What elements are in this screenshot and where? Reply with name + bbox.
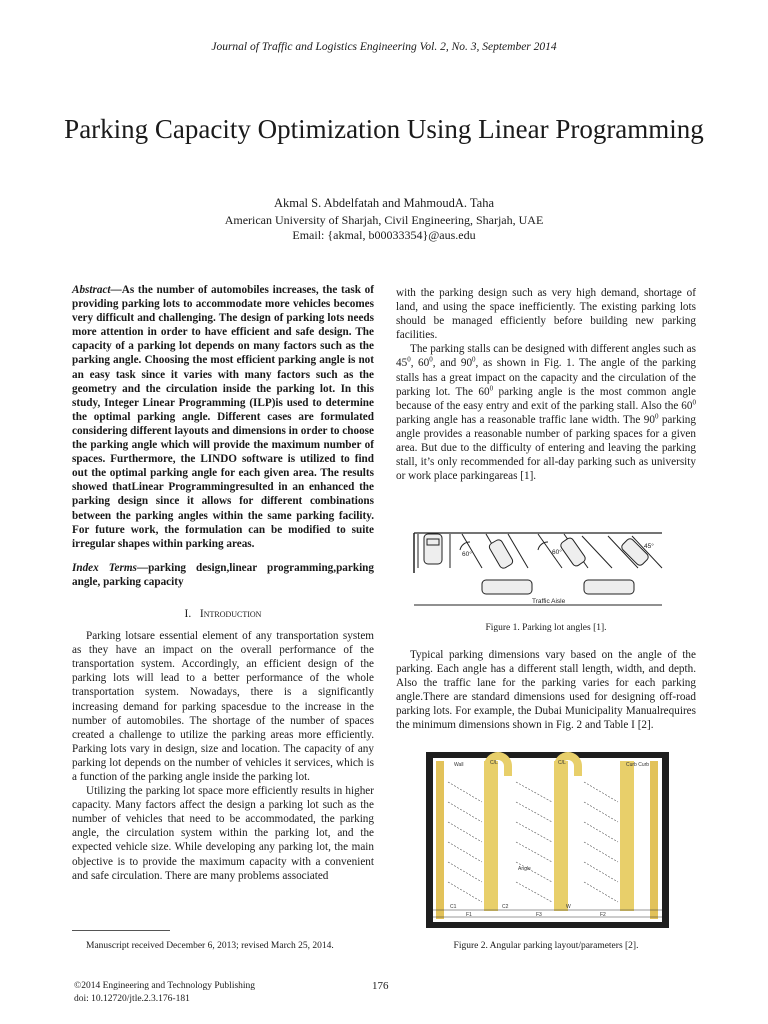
figure-1-label: Traffic Aisle (532, 598, 566, 605)
affiliation: American University of Sharjah, Civil Engineering, Sharjah, UAE (224, 213, 544, 227)
abstract (72, 283, 374, 551)
copyright-line: ©2014 Engineering and Technology Publishing (74, 981, 256, 991)
abstract-label: Abstract (72, 284, 111, 296)
authors: Akmal S. Abdelfatah and MahmoudA. Taha (273, 196, 495, 210)
figure-2-label: Curb Curb (626, 762, 650, 768)
intro-paragraph: Utilizing the parking lot space more efficiently results in higher capacity. Many factors affect the design a parking lot such as the number of vehicles that need to be accommodated, the parking angle, the circulation system within the parking lot, and the expected vehicle size. While developing any parking lot, the main objective is to provide the maximum capacity with a convenient and safe circulation. There are many problems associated (72, 785, 374, 882)
section-title: Introduction (199, 607, 262, 620)
figure-1-label: 45° (644, 543, 654, 550)
figure-1-parking-angles (412, 528, 664, 609)
figure-2-label: F3 (536, 912, 542, 918)
right-column-top (396, 286, 696, 483)
doi-line: doi: 10.12720/jtle.2.3.176-181 (74, 993, 190, 1004)
figure-2-angular-parking-layout (426, 752, 669, 928)
figure-2-label: C1 (450, 904, 457, 910)
footnote: Manuscript received December 6, 2013; revised March 25, 2014. (86, 941, 334, 951)
intro-paragraph: Parking lotsare essential element of any transportation system as they have an impact on the overall performance of the transportation system. Accordingly, an efficient design of the parking lots will lead to a better performance of the whole transportation system. Nowadays, there is a significantly increasing demand for parking spacesdue to the increase in the number of automobiles. The shortage of the number of spaces created a challenge to utilize the parking areas more efficiently. Parking lots vary in design, size and location. The capacity of any parking lot depends on the number of vehicles it services, which is a function of the parking angle inside the parking lot. (72, 630, 374, 783)
abstract-text: —As the number of automobiles increases, the task of providing parking lots to accommodate more vehicles becomes very difficult and challenging. The design of parking lots needs more attention in order to have efficient and safe design. The capacity of a parking lot depends on many factors such as the parking angle. Choosing the most efficient parking angle is not an easy task since it varies with many factors such as the geometry and the circulation inside the parking lot. In this study, Integer Linear Programming (ILP)is used to determine the optimal parking angle. Different cases are formulated considering different layouts and dimensions in order to choose the parking angle which will provide the maximum number of spaces. Furthermore, the LINDO software is utilized to find out the optimal parking angle for each given area. The results showed thatLinear Programmingresulted in an enhanced the parking design since it allows for different combinations between the parking angles within the same parking facility. For future work, the formulation can be modified to suite irregular shapes within parking areas. (72, 284, 374, 550)
author-email: Email: {akmal, b00033354}@aus.edu (292, 228, 476, 242)
copyright-block (74, 980, 255, 1005)
footnote-rule (72, 930, 170, 931)
figure-2-label: Angle (518, 866, 531, 872)
index-terms (72, 561, 374, 589)
figure-2-label: C2 (502, 904, 509, 910)
page-number: 176 (372, 980, 389, 992)
body-paragraph: Typical parking dimensions vary based on the angle of the parking. Each angle has a different stall length, width, and depth. Also the traffic lane for the parking varies for each parking angle.There are standard dimensions used for designing off-road parking lots. For example, the Dubai Municipality Manualrequires the minimum dimensions shown in Fig. 2 and Table I [2]. (396, 649, 696, 732)
figure-2-label: C/L (558, 760, 566, 766)
figure-2-label: Wall (454, 762, 464, 768)
body-paragraph: with the parking design such as very high demand, shortage of land, and using the space inefficiently. The existing parking lots should be managed efficiently before building new parking facilities. (396, 287, 696, 342)
body-paragraph: The parking stalls can be designed with different angles such as $45^0$, $60^0$, and $90^0$, as shown in Fig. 1. The angle of the parking stalls has a great impact on the capacity and the circulation of the parking lot. The $60^0$ parking angle is the most common angle because of the easy entry and exit of the parking stall. Also the $60^0$ parking angle has a reasonable traffic lane width. The $90^0$ parking angle provides a reasonable number of parking spaces for a given area. But due to the difficulty of entering and leaving the parking stall, it’s only recommended for all-day parking such as university or work place parkingareas [1]. (396, 343, 697, 483)
right-column-bottom (396, 648, 696, 733)
figure-2-label: C/L (490, 760, 498, 766)
index-terms-label: Index Terms (72, 561, 137, 574)
section-number: I. (184, 607, 192, 620)
journal-header: Journal of Traffic and Logistics Engineering Vol. 2, No. 3, September 2014 (211, 41, 557, 53)
figure-1-label: 60° (462, 551, 472, 558)
left-column (72, 283, 374, 883)
figure-1-caption: Figure 1. Parking lot angles [1]. (485, 623, 607, 633)
paper-title: Parking Capacity Optimization Using Linear Programming (64, 114, 704, 144)
section-heading (72, 607, 374, 621)
figure-1-label: 60° (552, 549, 562, 556)
figure-2-label: W (566, 904, 571, 910)
index-terms-text: —parking design,linear programming,parking angle, parking capacity (72, 561, 374, 588)
figure-2-caption: Figure 2. Angular parking layout/parameters [2]. (453, 941, 639, 951)
figure-2-label: F1 (466, 912, 472, 918)
figure-2-label: F2 (600, 912, 606, 918)
